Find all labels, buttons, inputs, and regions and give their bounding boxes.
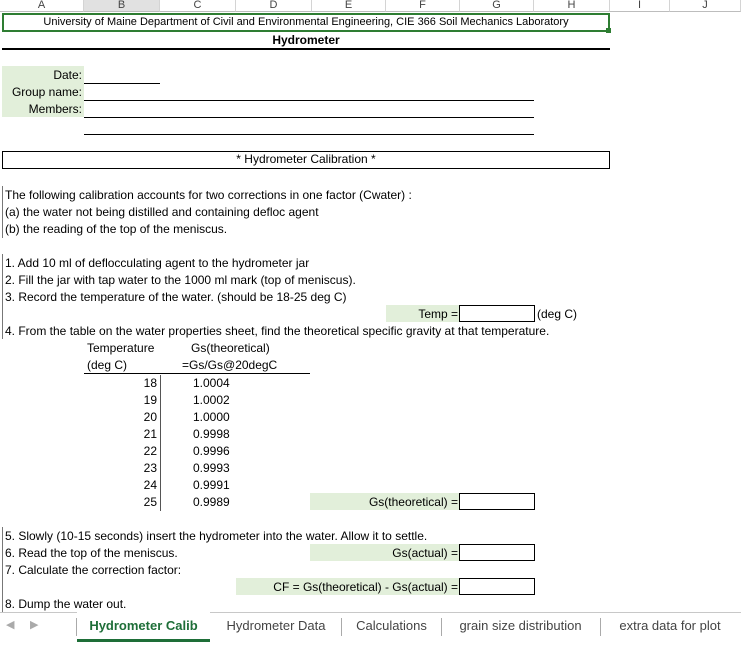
section-title: * Hydrometer Calibration * — [236, 152, 376, 166]
gs-theoretical-input[interactable] — [459, 493, 535, 510]
page-title: University of Maine Department of Civil and Environmental Engineering, CIE 366 Soil Mechanics Laboratory — [43, 16, 569, 28]
step-3: 3. Record the temperature of the water. (should be 18-25 deg C) — [5, 290, 347, 304]
table-column-divider — [160, 375, 161, 511]
table-header-gs-formula: =Gs/Gs@20degC — [182, 358, 278, 372]
step-2: 2. Fill the jar with tap water to the 1000 ml mark (top of meniscus). — [5, 273, 356, 287]
group-name-label: Group name: — [11, 85, 82, 99]
table-gs-cell: 1.0000 — [193, 410, 230, 424]
table-temp-cell: 20 — [143, 410, 157, 424]
column-header-h[interactable]: H — [534, 0, 610, 12]
table-temp-cell: 22 — [143, 444, 157, 458]
next-sheet-icon[interactable]: ▶ — [30, 619, 39, 631]
table-temp-cell: 18 — [143, 376, 157, 390]
step-6: 6. Read the top of the meniscus. — [5, 546, 178, 560]
step-1: 1. Add 10 ml of deflocculating agent to the hydrometer jar — [5, 256, 310, 270]
steps-left-border — [2, 254, 3, 339]
intro-line-1: The following calibration accounts for two corrections in one factor (Cwater) : — [5, 188, 412, 202]
table-header-temperature: Temperature — [87, 341, 155, 355]
tab-hydrometer-calib[interactable]: Hydrometer Calib — [77, 612, 210, 642]
table-gs-cell: 0.9991 — [193, 478, 230, 492]
column-header-b[interactable]: B — [84, 0, 160, 12]
members-label: Members: — [28, 102, 82, 116]
tab-extra-data-for-plot[interactable]: extra data for plot — [619, 618, 721, 633]
column-header-i[interactable]: I — [610, 0, 670, 12]
cf-label: CF = Gs(theoretical) - Gs(actual) = — [273, 580, 458, 594]
gs-theoretical-label: Gs(theoretical) = — [368, 495, 458, 509]
tab-hydrometer-data[interactable]: Hydrometer Data — [226, 618, 326, 633]
column-header-bar — [0, 0, 741, 12]
gs-actual-label: Gs(actual) = — [392, 546, 458, 560]
tab-calculations[interactable]: Calculations — [356, 618, 427, 633]
table-gs-cell: 1.0004 — [193, 376, 230, 390]
table-header-temperature-unit: (deg C) — [87, 358, 128, 372]
prev-sheet-icon[interactable]: ◀ — [6, 619, 15, 631]
table-header-underline — [84, 373, 310, 374]
temp-unit: (deg C) — [537, 307, 578, 321]
temp-input[interactable] — [459, 305, 535, 322]
table-header-gs: Gs(theoretical) — [191, 341, 270, 355]
tab-separator — [600, 618, 601, 636]
intro-line-3: (b) the reading of the top of the meniscus. — [5, 222, 228, 236]
steps2-left-border — [2, 527, 3, 612]
group-name-field[interactable] — [84, 100, 534, 101]
date-label: Date: — [53, 68, 82, 82]
members-field-1[interactable] — [84, 117, 534, 118]
intro-left-border — [2, 186, 3, 238]
table-gs-cell: 0.9989 — [193, 495, 230, 509]
members-field-2[interactable] — [84, 134, 534, 135]
gs-actual-input[interactable] — [459, 544, 535, 561]
table-temp-cell: 23 — [143, 461, 157, 475]
tab-separator — [341, 618, 342, 636]
column-header-j[interactable]: J — [670, 0, 741, 12]
step-8: 8. Dump the water out. — [5, 597, 127, 611]
date-field[interactable] — [84, 83, 160, 84]
intro-line-2: (a) the water not being distilled and containing defloc agent — [5, 205, 319, 219]
table-temp-cell: 25 — [143, 495, 157, 509]
step-5: 5. Slowly (10-15 seconds) insert the hydrometer into the water. Allow it to settle. — [5, 529, 428, 543]
table-temp-cell: 19 — [143, 393, 157, 407]
page-subtitle: Hydrometer — [272, 33, 340, 47]
column-header-e[interactable]: E — [312, 0, 386, 12]
column-header-a[interactable]: A — [0, 0, 84, 12]
title-underline — [2, 48, 610, 50]
table-temp-cell: 24 — [143, 478, 157, 492]
table-gs-cell: 0.9998 — [193, 427, 230, 441]
temp-label: Temp = — [418, 307, 458, 321]
step-7: 7. Calculate the correction factor: — [5, 563, 182, 577]
table-gs-cell: 0.9996 — [193, 444, 230, 458]
column-header-d[interactable]: D — [236, 0, 312, 12]
tab-grain-size-distribution[interactable]: grain size distribution — [459, 618, 582, 633]
cf-input[interactable] — [459, 578, 535, 595]
step-4: 4. From the table on the water properties sheet, find the theoretical specific gravity at that temperature. — [5, 324, 550, 338]
table-gs-cell: 0.9993 — [193, 461, 230, 475]
column-header-f[interactable]: F — [386, 0, 460, 12]
table-temp-cell: 21 — [143, 427, 157, 441]
tab-separator — [441, 618, 442, 636]
column-header-g[interactable]: G — [460, 0, 534, 12]
column-header-c[interactable]: C — [160, 0, 236, 12]
table-gs-cell: 1.0002 — [193, 393, 230, 407]
